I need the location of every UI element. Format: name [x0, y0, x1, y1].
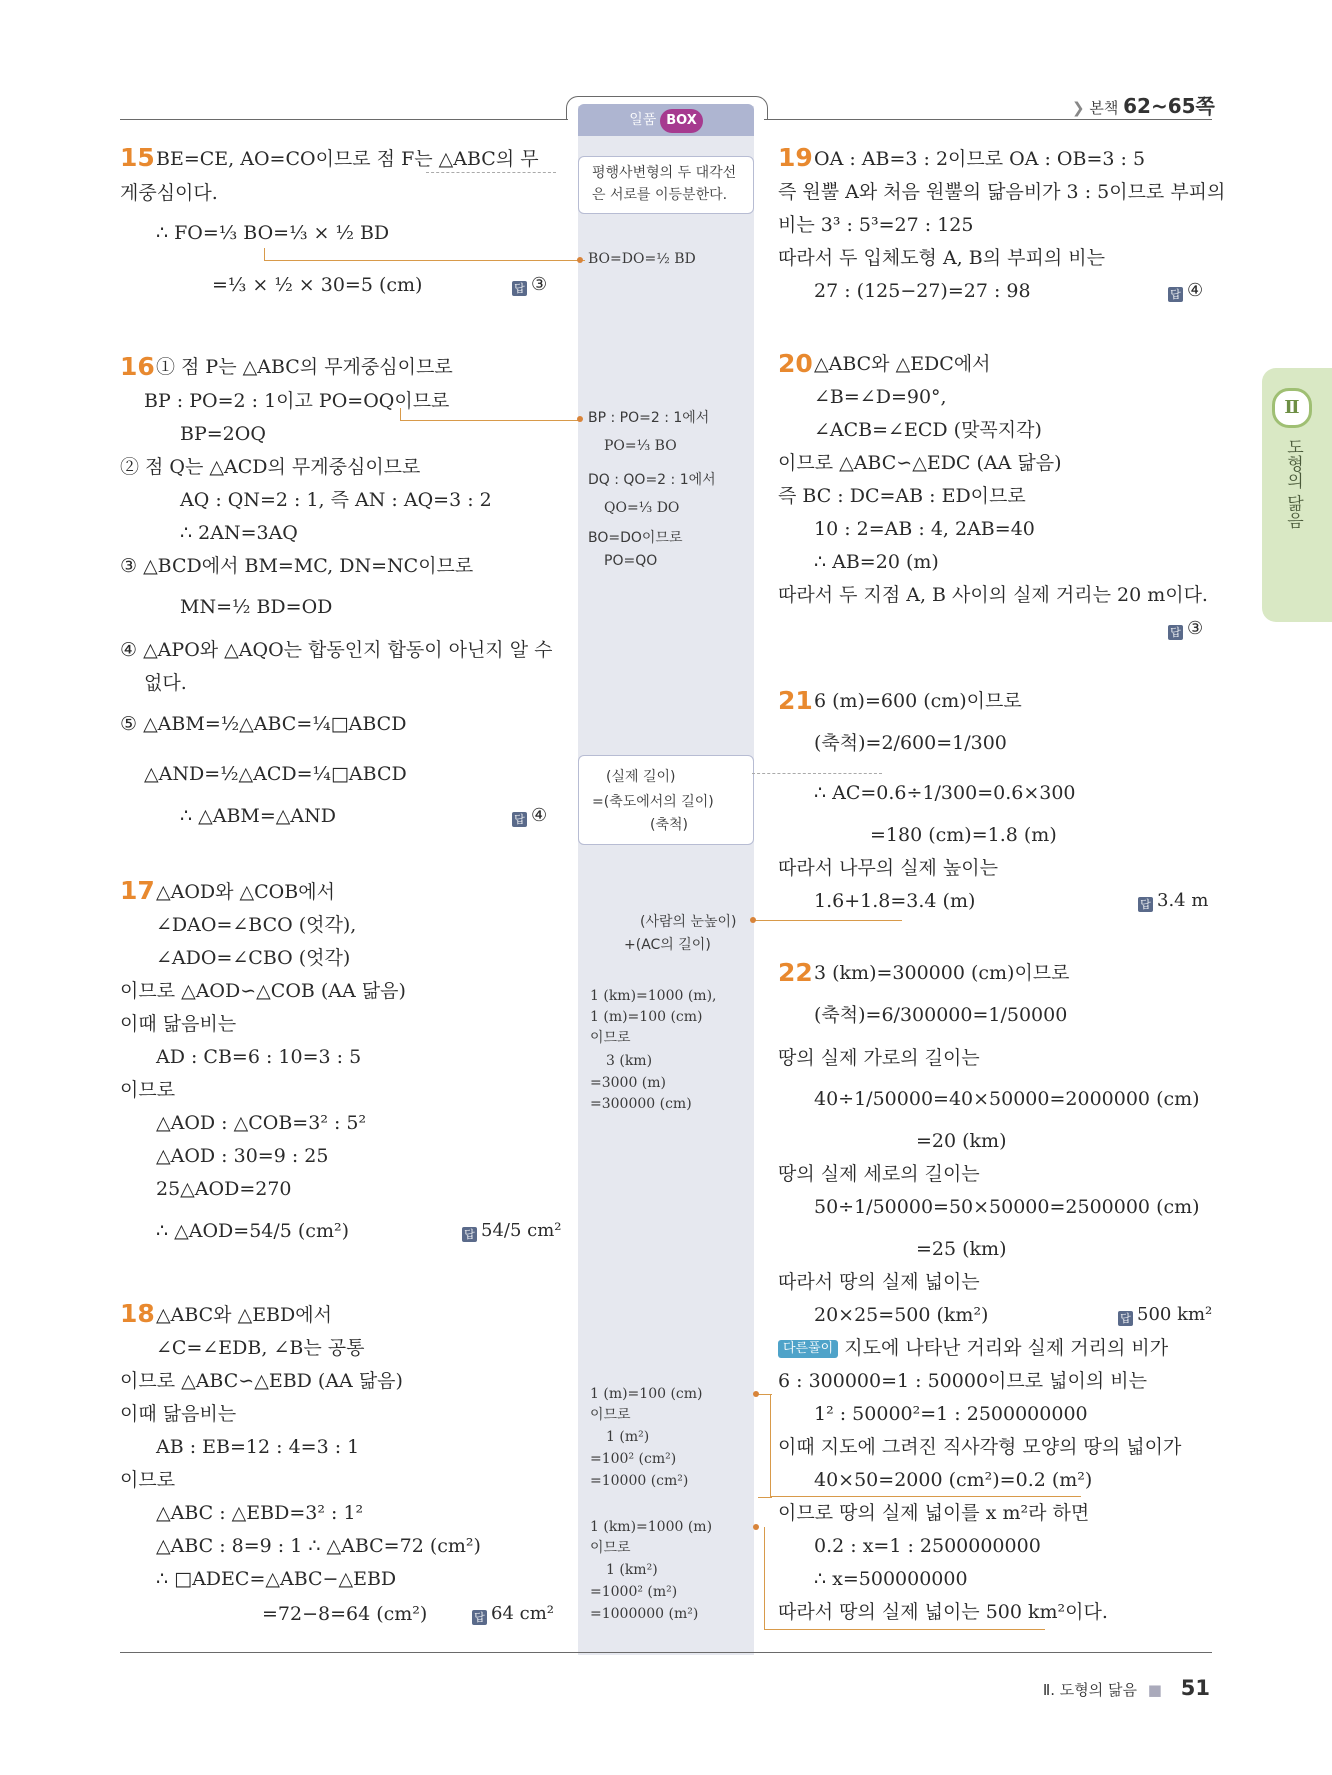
problem-22-line: 0.2 : x=1 : 2500000000: [814, 1535, 1041, 1557]
problem-18-line: 이므로: [120, 1469, 176, 1491]
problem-19-line: 27 : (125−27)=27 : 98: [814, 280, 1031, 302]
box-note: 1 (km)=1000 (m): [590, 1519, 713, 1535]
problem-18-line: 이므로 △ABC∽△EBD (AA 닮음): [120, 1370, 403, 1392]
bullet-icon: ■: [1147, 1681, 1162, 1699]
problem-19-line: 비는 3³ : 5³=27 : 125: [778, 214, 974, 236]
chevron-right-icon: ❯: [1072, 99, 1090, 117]
answer-mark-icon: 답: [462, 1227, 477, 1242]
problem-22-line: 50÷1/50000=50×50000=2500000 (cm): [814, 1196, 1200, 1218]
problem-21-line: =180 (cm)=1.8 (m): [870, 824, 1057, 846]
problem-19-line: OA : AB=3 : 2이므로 OA : OB=3 : 5: [814, 148, 1146, 170]
problem-22-line: 1² : 50000²=1 : 2500000000: [814, 1403, 1088, 1425]
problem-15-line: =⅓ × ½ × 30=5 (cm): [212, 274, 423, 296]
problem-18-line: △ABC : 8=9 : 1 ∴ △ABC=72 (cm²): [156, 1535, 481, 1557]
problem-16-line: ① 점 P는 △ABC의 무게중심이므로: [156, 356, 453, 378]
problem-19-line: 따라서 두 입체도형 A, B의 부피의 비는: [778, 247, 1105, 269]
problem-16-line: BP : PO=2 : 1이고 PO=OQ이므로: [144, 390, 450, 412]
problem-18-line: ∴ □ADEC=△ABC−△EBD: [156, 1568, 397, 1590]
box-note: 은 서로를 이등분한다.: [592, 187, 728, 203]
box-note: 이므로: [590, 1030, 631, 1046]
answer-mark-icon: 답: [512, 812, 527, 827]
problem-16-line: AQ : QN=2 : 1, 즉 AN : AQ=3 : 2: [180, 489, 492, 511]
problem-number-21: 21: [778, 686, 813, 715]
answer-21: 답 3.4 m: [1138, 888, 1208, 914]
answer-18: 답 64 cm²: [472, 1601, 554, 1627]
answer-15: 답 ③: [512, 272, 547, 298]
problem-19-line: 즉 원뿔 A와 처음 원뿔의 닮음비가 3 : 5이므로 부피의: [778, 181, 1226, 203]
problem-number-18: 18: [120, 1299, 155, 1328]
problem-17-line: △AOD : 30=9 : 25: [156, 1145, 329, 1167]
problem-16-line: BP=2OQ: [180, 423, 266, 445]
problem-20-line: 10 : 2=AB : 4, 2AB=40: [814, 518, 1035, 540]
problem-15-line: 게중심이다.: [120, 182, 218, 204]
box-note: =100² (cm²): [590, 1451, 677, 1467]
problem-18-line: △ABC와 △EBD에서: [156, 1304, 332, 1326]
connector-line: [264, 248, 585, 261]
connector-dot: [750, 917, 756, 923]
problem-number-15: 15: [120, 143, 155, 172]
box-note: (축척): [650, 817, 688, 833]
connector-line: [752, 773, 882, 774]
connector-dot: [577, 416, 583, 422]
answer-mark-icon: 답: [472, 1610, 487, 1625]
problem-16-line: △AND=½△ACD=¼□ABCD: [144, 763, 407, 785]
box-note: BP : PO=2 : 1에서: [588, 410, 710, 426]
problem-22-line: 40×50=2000 (cm²)=0.2 (m²): [814, 1469, 1093, 1491]
box-badge: BOX: [660, 109, 703, 133]
box-note: =1000² (m²): [590, 1584, 678, 1600]
problem-22-line: 땅의 실제 세로의 길이는: [778, 1163, 980, 1185]
box-note: (실제 길이): [606, 769, 676, 785]
answer-mark-icon: 답: [1168, 625, 1183, 640]
connector-line: [426, 172, 556, 173]
box-note: +(AC의 길이): [624, 937, 711, 953]
problem-number-20: 20: [778, 349, 813, 378]
answer-20: 답 ③: [1168, 616, 1203, 642]
problem-22-line: =20 (km): [916, 1130, 1007, 1152]
box-note: BO=DO=½ BD: [588, 251, 696, 267]
alternative-solution: 다른풀이 지도에 나타난 거리와 실제 거리의 비가: [778, 1335, 1168, 1361]
box-note: =10000 (cm²): [590, 1473, 689, 1489]
problem-17-line: ∠DAO=∠BCO (엇각),: [156, 914, 357, 936]
connector-dot: [577, 257, 583, 263]
problem-18-line: △ABC : △EBD=3² : 1²: [156, 1502, 364, 1524]
answer-22: 답 500 km²: [1118, 1302, 1212, 1328]
problem-17-line: △AOD와 △COB에서: [156, 881, 335, 903]
problem-16-line: ⑤ △ABM=½△ABC=¼□ABCD: [120, 713, 407, 735]
page-reference: ❯ 본책 62~65쪽: [1072, 94, 1215, 118]
problem-number-17: 17: [120, 876, 155, 905]
problem-16-line: ∴ △ABM=△AND: [180, 805, 336, 827]
problem-20-line: △ABC와 △EDC에서: [814, 353, 991, 375]
problem-number-19: 19: [778, 143, 813, 172]
problem-17-line: AD : CB=6 : 10=3 : 5: [156, 1046, 362, 1068]
problem-21-line: 1.6+1.8=3.4 (m): [814, 890, 976, 912]
problem-20-line: ∠ACB=∠ECD (맞꼭지각): [814, 419, 1042, 441]
box-note: 1 (m²): [606, 1429, 650, 1445]
box-tab: 일품 BOX: [578, 104, 754, 136]
box-note: (사람의 눈높이): [640, 914, 737, 930]
problem-20-line: ∴ AB=20 (m): [814, 551, 939, 573]
problem-20-line: 이므로 △ABC∽△EDC (AA 닮음): [778, 452, 1062, 474]
problem-22-line: 이므로 땅의 실제 넓이를 x m²라 하면: [778, 1502, 1090, 1524]
chapter-roman-icon: Ⅱ: [1272, 388, 1312, 428]
problem-17-line: ∠ADO=∠CBO (엇각): [156, 947, 351, 969]
problem-22-line: =25 (km): [916, 1238, 1007, 1260]
problem-22-line: 땅의 실제 가로의 길이는: [778, 1047, 980, 1069]
chapter-side-title: 도형의 닮음: [1283, 438, 1303, 529]
answer-mark-icon: 답: [1118, 1311, 1133, 1326]
box-note: 1 (m)=100 (cm): [590, 1386, 703, 1402]
problem-20-line: 즉 BC : DC=AB : ED이므로: [778, 485, 1026, 507]
problem-16-line: ∴ 2AN=3AQ: [180, 522, 298, 544]
box-note: 평행사변형의 두 대각선: [592, 165, 737, 181]
problem-18-line: 이때 닮음비는: [120, 1403, 237, 1425]
problem-17-line: 이때 닮음비는: [120, 1013, 237, 1035]
box-note: PO=⅓ BO: [604, 438, 677, 454]
answer-mark-icon: 답: [512, 281, 527, 296]
answer-16: 답 ④: [512, 803, 547, 829]
problem-22-line: 6 : 300000=1 : 50000이므로 넓이의 비는: [778, 1370, 1147, 1392]
answer-19: 답 ④: [1168, 278, 1203, 304]
header-rule-left: [120, 119, 568, 120]
problem-22-line: 3 (km)=300000 (cm)이므로: [814, 962, 1070, 984]
box-note: 1 (m)=100 (cm): [590, 1009, 703, 1025]
box-note: =(축도에서의 길이): [592, 794, 714, 810]
problem-18-line: AB : EB=12 : 4=3 : 1: [156, 1436, 360, 1458]
problem-20-line: ∠B=∠D=90°,: [814, 386, 947, 408]
problem-21-line: ∴ AC=0.6÷1/300=0.6×300: [814, 782, 1076, 804]
box-note: QO=⅓ DO: [604, 500, 680, 516]
problem-21-line: (축척)=2/600=1/300: [814, 732, 1007, 754]
box-note: 3 (km): [606, 1053, 653, 1069]
page-number: 51: [1180, 1676, 1210, 1700]
problem-16-line: ④ △APO와 △AQO는 합동인지 합동이 아닌지 알 수: [120, 639, 553, 661]
answer-17: 답 54/5 cm²: [462, 1218, 562, 1244]
problem-20-line: 따라서 두 지점 A, B 사이의 실제 거리는 20 m이다.: [778, 584, 1208, 606]
box-note: 1 (km²): [606, 1562, 658, 1578]
problem-16-line: 없다.: [144, 672, 187, 694]
problem-22-line: 20×25=500 (km²): [814, 1304, 989, 1326]
problem-16-line: MN=½ BD=OD: [180, 596, 333, 618]
box-note: =1000000 (m²): [590, 1606, 699, 1622]
problem-18-line: =72−8=64 (cm²): [262, 1603, 428, 1625]
problem-17-line: ∴ △AOD=54/5 (cm²): [156, 1220, 349, 1242]
box-note: =300000 (cm): [590, 1096, 692, 1112]
problem-16-line: ② 점 Q는 △ACD의 무게중심이므로: [120, 456, 421, 478]
alt-solution-tag: 다른풀이: [778, 1340, 838, 1358]
box-note: DQ : QO=2 : 1에서: [588, 472, 716, 488]
problem-number-16: 16: [120, 352, 155, 381]
page-footer: Ⅱ. 도형의 닮음 ■ 51: [1042, 1676, 1210, 1700]
connector-dot: [753, 1391, 759, 1397]
header-rule-right: [764, 119, 1212, 120]
box-note: 1 (km)=1000 (m),: [590, 988, 717, 1004]
footer-rule: [120, 1652, 1212, 1653]
problem-22-line: 따라서 땅의 실제 넓이는 500 km²이다.: [778, 1601, 1108, 1623]
answer-mark-icon: 답: [1138, 897, 1153, 912]
box-note: BO=DO이므로: [588, 530, 683, 546]
box-note: 이므로: [590, 1540, 631, 1556]
problem-22-line: 40÷1/50000=40×50000=2000000 (cm): [814, 1088, 1200, 1110]
connector-dot: [753, 1524, 759, 1530]
problem-16-line: ③ △BCD에서 BM=MC, DN=NC이므로: [120, 555, 474, 577]
problem-number-22: 22: [778, 958, 813, 987]
box-note: PO=QO: [604, 553, 658, 569]
problem-17-line: △AOD : △COB=3² : 5²: [156, 1112, 367, 1134]
problem-15-line: BE=CE, AO=CO이므로 점 F는 △ABC의 무: [156, 148, 539, 170]
problem-17-line: 25△AOD=270: [156, 1178, 292, 1200]
problem-22-line: 이때 지도에 그려진 직사각형 모양의 땅의 넓이가: [778, 1436, 1182, 1458]
box-note: =3000 (m): [590, 1075, 667, 1091]
problem-17-line: 이므로 △AOD∽△COB (AA 닮음): [120, 980, 406, 1002]
problem-22-line: 따라서 땅의 실제 넓이는: [778, 1271, 980, 1293]
box-note: 이므로: [590, 1407, 631, 1423]
problem-18-line: ∠C=∠EDB, ∠B는 공통: [156, 1337, 365, 1359]
problem-15-line: ∴ FO=⅓ BO=⅓ × ½ BD: [156, 222, 390, 244]
answer-mark-icon: 답: [1168, 287, 1183, 302]
problem-21-line: 6 (m)=600 (cm)이므로: [814, 690, 1022, 712]
problem-17-line: 이므로: [120, 1079, 176, 1101]
problem-22-line: ∴ x=500000000: [814, 1568, 968, 1590]
problem-21-line: 따라서 나무의 실제 높이는: [778, 857, 999, 879]
problem-22-line: (축척)=6/300000=1/50000: [814, 1004, 1068, 1026]
